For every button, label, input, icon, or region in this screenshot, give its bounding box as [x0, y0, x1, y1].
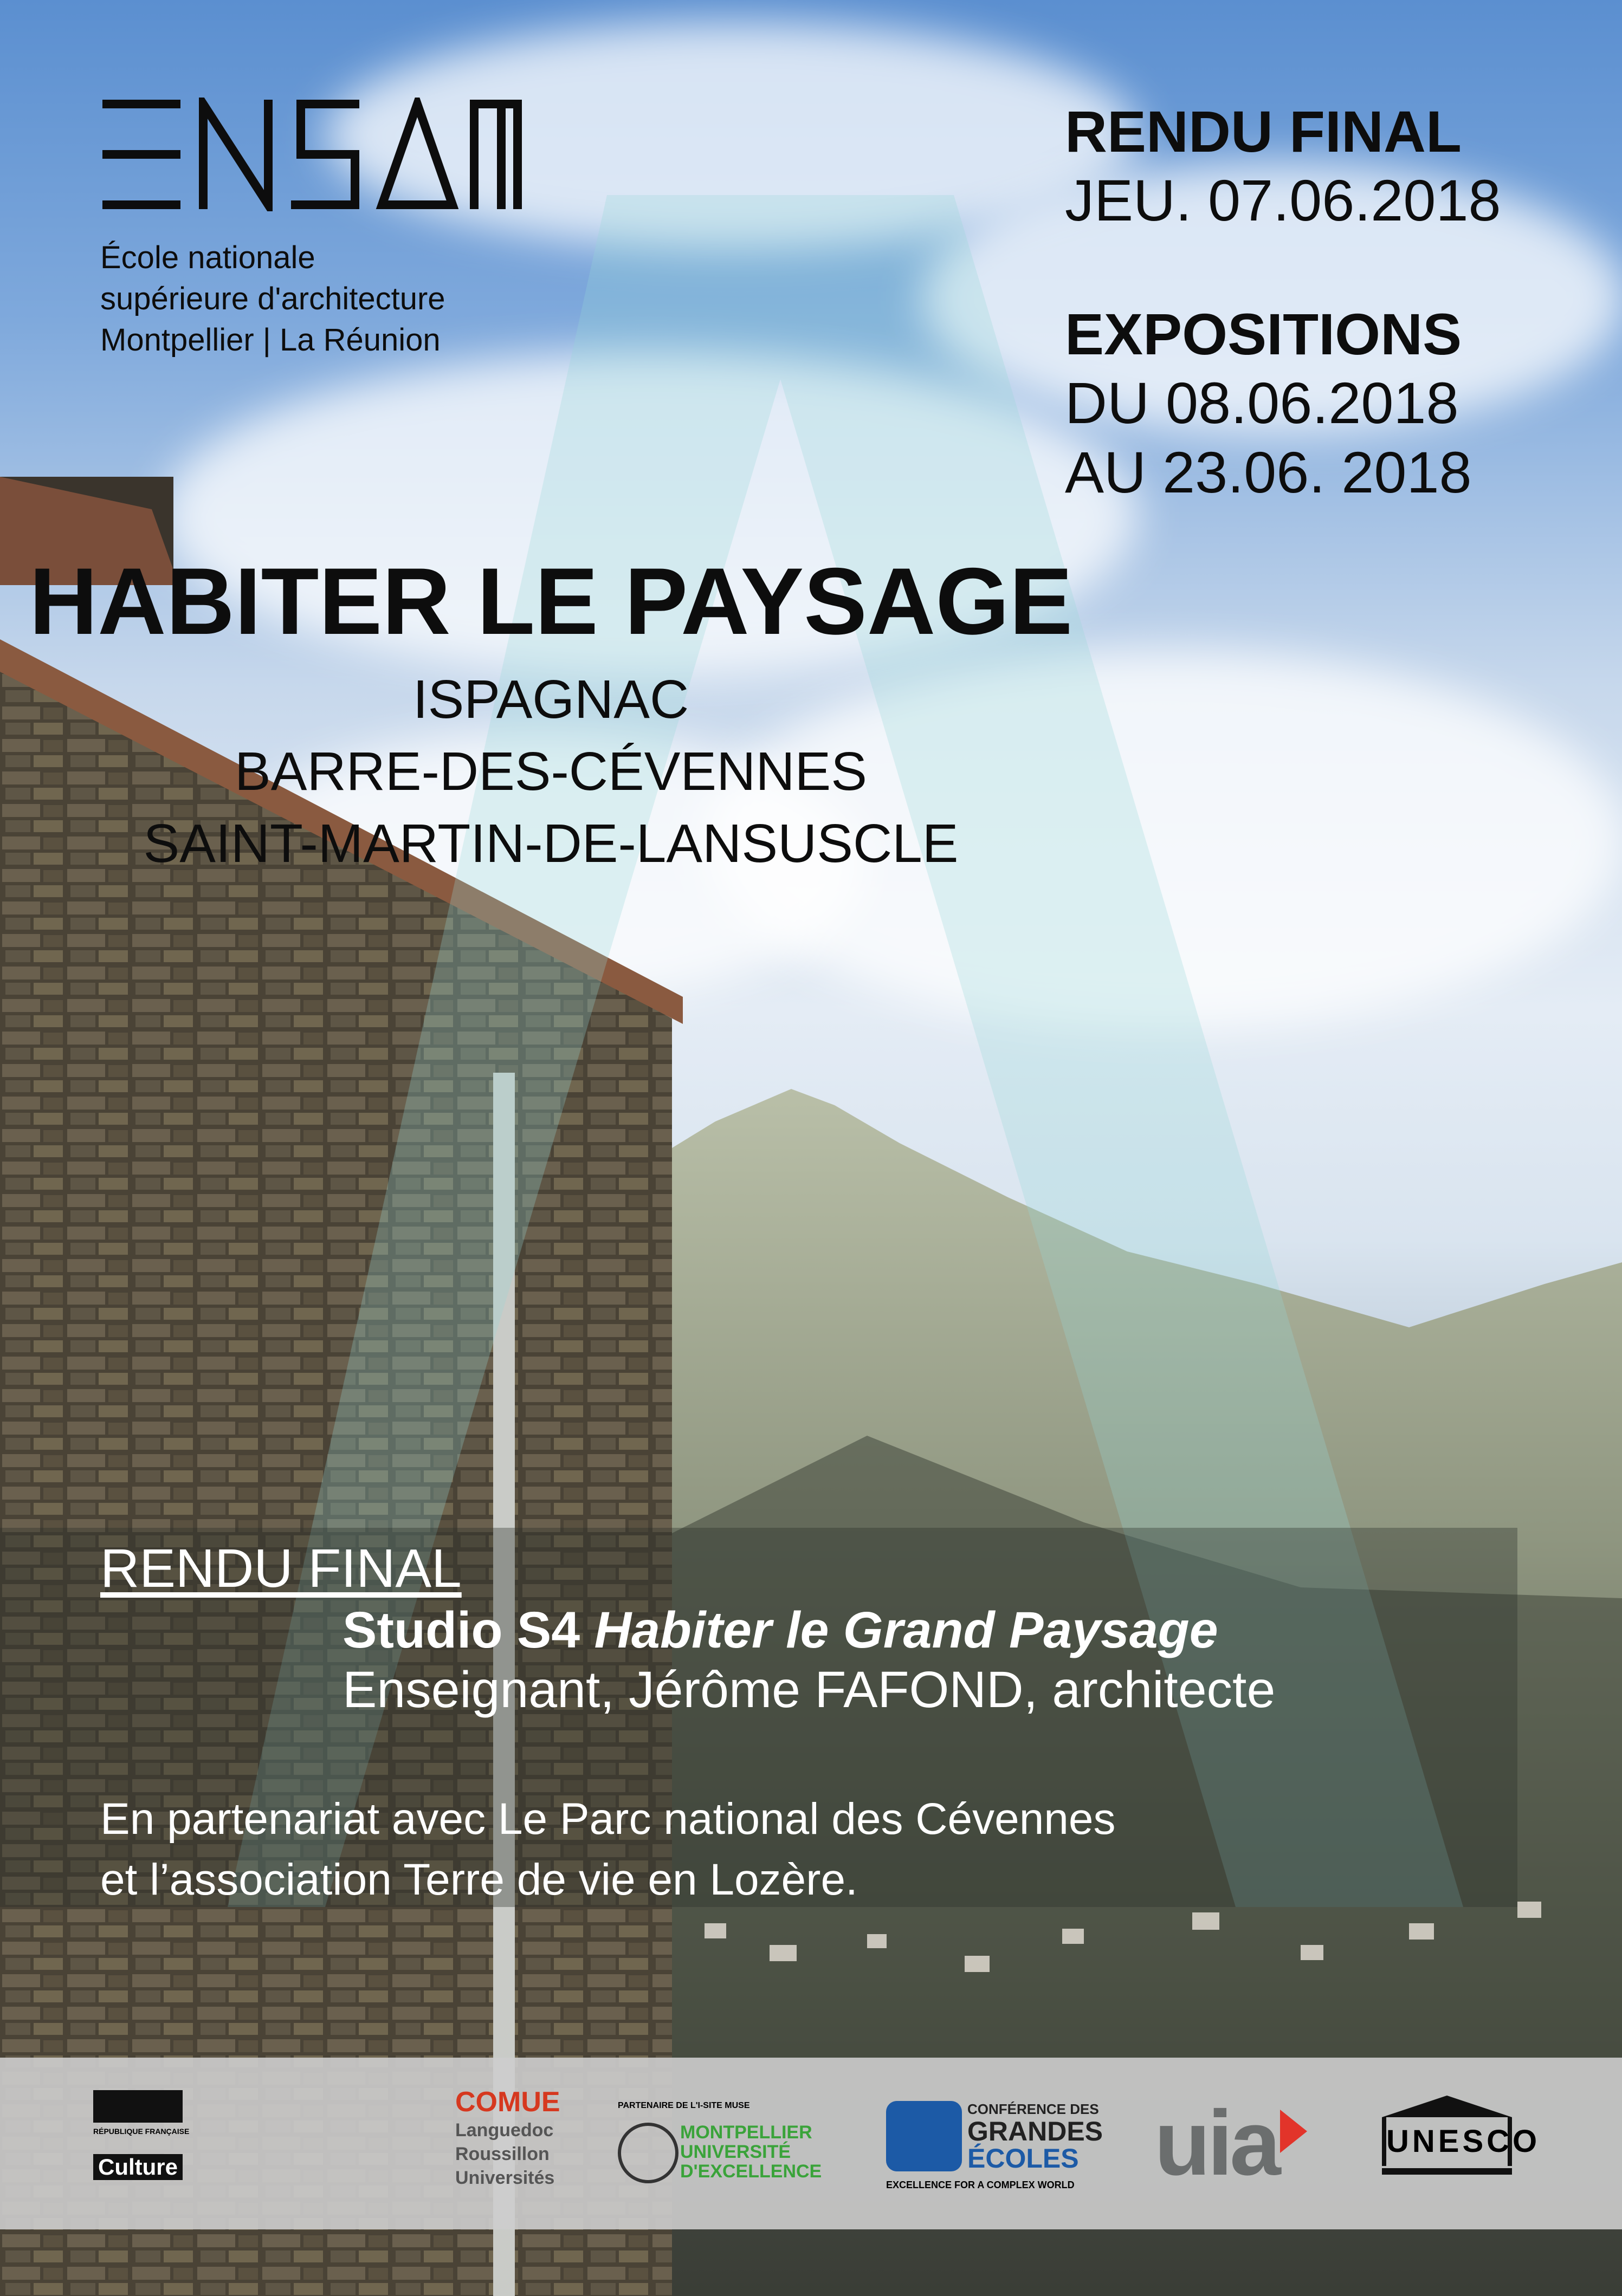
muse-line: UNIVERSITÉ [680, 2142, 791, 2162]
partnership-line: En partenariat avec Le Parc national des Cévennes [100, 1794, 1116, 1844]
comue-line: Universités [455, 2168, 555, 2188]
uia-logo [1154, 2090, 1307, 2196]
cge-line: GRANDES [967, 2116, 1103, 2146]
ministere-culture-logo [93, 2090, 190, 2198]
cge-tagline: EXCELLENCE FOR A COMPLEX WORLD [886, 2180, 1075, 2190]
marianne-icon [93, 2090, 183, 2123]
studio-prefix: Studio S4 [343, 1601, 594, 1659]
partner-logos-bar [0, 2058, 1622, 2229]
comue-line: Roussillon [455, 2144, 550, 2164]
cge-emblem-icon [886, 2101, 962, 2171]
unesco-base-icon [1382, 2168, 1512, 2175]
studio-name: Habiter le Grand Paysage [594, 1601, 1218, 1659]
ensam-logo [100, 98, 523, 211]
expo-label: EXPOSITIONS [1065, 301, 1462, 367]
muse-line: D'EXCELLENCE [680, 2161, 822, 2182]
unesco-roof-icon [1382, 2096, 1512, 2117]
uia-arrow-icon [1280, 2110, 1307, 2153]
culture-text: Culture [93, 2154, 183, 2180]
school-line: École nationale [100, 240, 315, 275]
teacher-line: Enseignant, Jérôme FAFOND, architecte [343, 1661, 1276, 1718]
expo-to: AU 23.06. 2018 [1065, 439, 1472, 505]
dates-block [1065, 98, 1501, 507]
rendu-date: JEU. 07.06.2018 [1065, 167, 1501, 233]
cge-line: CONFÉRENCE DES [967, 2101, 1099, 2117]
rendu-label: RENDU FINAL [1065, 99, 1462, 164]
school-name [100, 237, 445, 361]
muse-line: MONTPELLIER [680, 2122, 812, 2143]
place-item: BARRE-DES-CÉVENNES [235, 741, 867, 802]
republique-text: RÉPUBLIQUE FRANÇAISE [93, 2127, 190, 2136]
comue-line: Languedoc [455, 2120, 554, 2141]
muse-logo [618, 2101, 851, 2182]
partnership-line: et l’association Terre de vie en Lozère. [100, 1855, 858, 1904]
cge-line: ÉCOLES [967, 2143, 1079, 2174]
comue-logo [455, 2086, 560, 2190]
expo-from: DU 08.06.2018 [1065, 370, 1459, 436]
school-line: supérieure d'architecture [100, 281, 445, 316]
muse-caption: PARTENAIRE DE L'I-SITE MUSE [618, 2101, 750, 2110]
place-item: SAINT-MARTIN-DE-LANSUSCLE [143, 813, 959, 874]
unesco-text: UNESCO [1382, 2117, 1512, 2166]
place-item: ISPAGNAC [412, 669, 689, 730]
partnership-text [100, 1789, 1116, 1910]
unesco-logo [1382, 2096, 1541, 2175]
muse-seal-icon [618, 2123, 678, 2183]
places-list [0, 664, 1362, 880]
comue-title: COMUE [455, 2086, 560, 2118]
main-title: HABITER LE PAYSAGE [29, 549, 1073, 654]
studio-title [343, 1601, 1218, 1660]
rendu-final-heading: RENDU FINAL [100, 1538, 462, 1599]
uia-text: uia [1154, 2092, 1278, 2195]
school-line: Montpellier | La Réunion [100, 322, 441, 358]
